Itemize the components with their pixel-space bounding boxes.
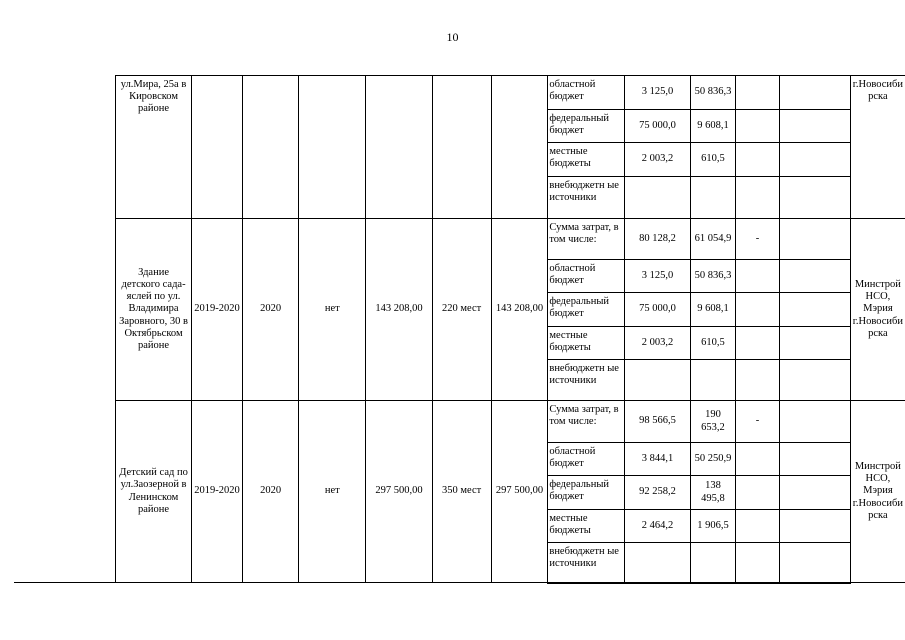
table-row <box>14 401 905 443</box>
amount-1: 3 125,0 <box>624 76 691 110</box>
amount-3 <box>735 143 780 177</box>
object-name: Здание детского сада-яслей по ул. Владимира Заровного, 30 в Октябрьском районе <box>115 219 191 401</box>
estimated-cost <box>366 76 432 219</box>
amount-1: 3 125,0 <box>624 260 691 293</box>
amount-4 <box>780 143 850 177</box>
funding-source-label: местные бюджеты <box>548 143 624 177</box>
table-row <box>14 219 905 260</box>
amount-2: 9 608,1 <box>691 293 735 327</box>
object-name: ул.Мира, 25а в Кировском районе <box>115 76 191 219</box>
amount-4 <box>780 219 850 260</box>
amount-2: 138 495,8 <box>691 476 735 510</box>
object-name: Детский сад по ул.Заозерной в Ленинском районе <box>115 401 191 583</box>
funding-source-label: внебюджетн ые источники <box>548 543 624 583</box>
amount-2: 610,5 <box>691 327 735 360</box>
construction-budget-table <box>14 75 905 584</box>
responsible-party: Минстрой НСО, Мэрия г.Новосиби рска <box>850 401 905 583</box>
amount-3 <box>735 476 780 510</box>
amount-4 <box>780 543 850 583</box>
amount-4 <box>780 293 850 327</box>
amount-1: 92 258,2 <box>624 476 691 510</box>
amount-1: 98 566,5 <box>624 401 691 443</box>
funding-source-label: федеральный бюджет <box>548 476 624 510</box>
amount-1: 80 128,2 <box>624 219 691 260</box>
amount-2 <box>691 360 735 401</box>
funding-source-label: областной бюджет <box>548 443 624 476</box>
amount-2: 50 836,3 <box>691 260 735 293</box>
amount-1: 2 464,2 <box>624 510 691 543</box>
funding-source-label: федеральный бюджет <box>548 110 624 143</box>
amount-1: 75 000,0 <box>624 293 691 327</box>
total-cost <box>491 76 548 219</box>
amount-3 <box>735 177 780 219</box>
responsible-party: г.Новосиби рска <box>850 76 905 219</box>
amount-1 <box>624 177 691 219</box>
page-number: 10 <box>446 30 459 44</box>
total-cost: 143 208,00 <box>491 219 548 401</box>
start-year <box>192 76 243 219</box>
amount-2: 610,5 <box>691 143 735 177</box>
estimated-cost: 143 208,00 <box>366 219 432 401</box>
capacity <box>432 76 491 219</box>
amount-4 <box>780 76 850 110</box>
amount-2: 1 906,5 <box>691 510 735 543</box>
funding-source-label: местные бюджеты <box>548 327 624 360</box>
amount-2: 9 608,1 <box>691 110 735 143</box>
total-cost: 297 500,00 <box>491 401 548 583</box>
estimated-cost: 297 500,00 <box>366 401 432 583</box>
amount-2: 190 653,2 <box>691 401 735 443</box>
end-year <box>242 76 298 219</box>
amount-3 <box>735 293 780 327</box>
amount-4 <box>780 360 850 401</box>
start-year: 2019-2020 <box>192 401 243 583</box>
amount-3 <box>735 76 780 110</box>
funding-source-label: внебюджетн ые источники <box>548 177 624 219</box>
amount-1 <box>624 543 691 583</box>
amount-2: 61 054,9 <box>691 219 735 260</box>
amount-2: 50 250,9 <box>691 443 735 476</box>
amount-1: 2 003,2 <box>624 143 691 177</box>
amount-3 <box>735 443 780 476</box>
end-year: 2020 <box>242 219 298 401</box>
table-row <box>14 76 905 110</box>
amount-3 <box>735 327 780 360</box>
funding-source-label: местные бюджеты <box>548 510 624 543</box>
flag-value <box>299 76 366 219</box>
start-year: 2019-2020 <box>192 219 243 401</box>
amount-2 <box>691 543 735 583</box>
amount-4 <box>780 110 850 143</box>
amount-4 <box>780 510 850 543</box>
capacity: 350 мест <box>432 401 491 583</box>
amount-4 <box>780 177 850 219</box>
amount-1 <box>624 360 691 401</box>
amount-3 <box>735 110 780 143</box>
amount-3: - <box>735 219 780 260</box>
funding-source-label: областной бюджет <box>548 76 624 110</box>
funding-source-label: Сумма затрат, в том числе: <box>548 219 624 260</box>
responsible-party: Минстрой НСО, Мэрия г.Новосиби рска <box>850 219 905 401</box>
amount-1: 2 003,2 <box>624 327 691 360</box>
amount-1: 75 000,0 <box>624 110 691 143</box>
blank-column <box>14 76 115 583</box>
amount-3 <box>735 260 780 293</box>
flag-value: нет <box>299 401 366 583</box>
amount-4 <box>780 401 850 443</box>
amount-4 <box>780 260 850 293</box>
amount-1: 3 844,1 <box>624 443 691 476</box>
funding-source-label: внебюджетн ые источники <box>548 360 624 401</box>
amount-3 <box>735 510 780 543</box>
funding-source-label: федеральный бюджет <box>548 293 624 327</box>
flag-value: нет <box>299 219 366 401</box>
amount-3: - <box>735 401 780 443</box>
amount-2 <box>691 177 735 219</box>
amount-4 <box>780 443 850 476</box>
amount-3 <box>735 543 780 583</box>
funding-source-label: Сумма затрат, в том числе: <box>548 401 624 443</box>
amount-4 <box>780 476 850 510</box>
amount-3 <box>735 360 780 401</box>
funding-source-label: областной бюджет <box>548 260 624 293</box>
capacity: 220 мест <box>432 219 491 401</box>
end-year: 2020 <box>242 401 298 583</box>
amount-2: 50 836,3 <box>691 76 735 110</box>
amount-4 <box>780 327 850 360</box>
